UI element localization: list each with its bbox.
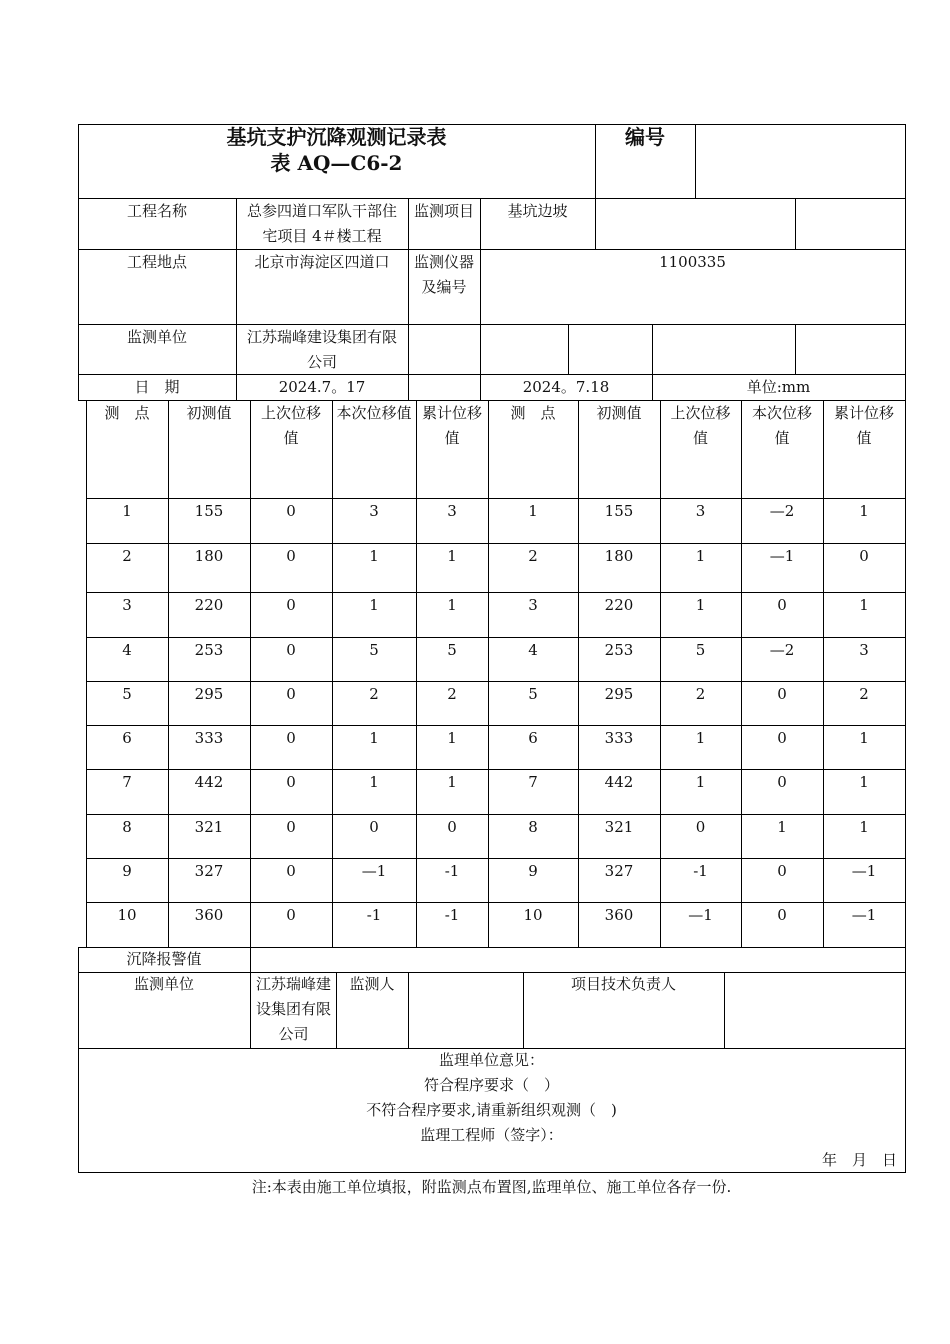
table-cell: 5 [528,685,538,703]
grid-line [86,592,906,593]
grid-line [905,947,906,1173]
table-cell: 8 [122,818,132,836]
table-cell: 0 [286,502,296,520]
table-cell: 0 [286,685,296,703]
column-header: 初测值 [186,404,232,422]
date-label: 日 期 [134,378,180,396]
table-cell: 8 [528,818,538,836]
grid-line [86,902,906,903]
table-cell: 220 [194,596,224,614]
column-header: 初测值 [596,404,642,422]
grid-line [568,324,569,375]
table-cell: -1 [444,906,460,924]
grid-line [905,400,906,948]
table-cell: 360 [604,906,634,924]
table-cell: 1 [695,547,706,565]
form-code: 表 AQ—C6-2 [270,151,403,175]
table-cell: 3 [695,502,706,520]
grid-line [86,814,906,815]
supervision-option-2: 不符合程序要求,请重新组织观测（ ) [366,1101,617,1119]
table-cell: 155 [194,502,224,520]
table-cell: 1 [369,729,379,747]
grid-line [250,947,251,1049]
table-cell: 10 [117,906,137,924]
tech-lead-label: 项目技术负责人 [570,975,676,993]
table-cell: —1 [361,862,387,880]
grid-line [741,400,742,948]
grid-line [78,198,906,199]
grid-line [78,972,906,973]
table-cell: 1 [369,596,379,614]
sign-unit-name: 江苏瑞峰建设集团有限公司 [256,975,332,1043]
grid-line [724,972,725,1049]
grid-line [78,324,906,325]
table-cell: 9 [122,862,132,880]
table-cell: 5 [447,641,457,659]
table-cell: 1 [447,547,457,565]
table-cell: 7 [122,773,132,791]
table-cell: 1 [777,818,787,836]
grid-line [78,124,79,401]
table-cell: 0 [286,862,296,880]
table-cell: 1 [695,773,706,791]
table-cell: 0 [369,818,379,836]
grid-line [78,1048,906,1049]
units-label: 单位:mm [746,378,811,396]
table-cell: 2 [859,685,869,703]
table-cell: 6 [122,729,132,747]
unit: 江苏瑞峰建设集团有限公司 [246,328,397,371]
grid-line [78,249,906,250]
table-cell: —1 [851,862,877,880]
supervision-date-line: 年 月 日 [821,1151,897,1169]
table-cell: 333 [194,729,224,747]
table-cell: 321 [194,818,224,836]
grid-line [86,681,906,682]
table-cell: 442 [194,773,224,791]
table-cell: 3 [369,502,379,520]
grid-line [823,400,824,948]
table-cell: 180 [194,547,224,565]
grid-line [595,124,596,250]
table-cell: 1 [447,729,457,747]
table-cell: 4 [528,641,538,659]
table-cell: 155 [604,502,634,520]
table-cell: 0 [286,547,296,565]
grid-line [416,400,417,948]
table-cell: 2 [369,685,379,703]
table-cell: 6 [528,729,538,747]
table-cell: 2 [447,685,457,703]
table-cell: 1 [695,729,706,747]
grid-line [695,124,696,199]
grid-line [523,972,524,1049]
grid-line [408,198,409,401]
grid-line [78,400,906,401]
grid-line [660,400,661,948]
table-cell: 1 [859,773,869,791]
table-cell: 1 [369,773,379,791]
grid-line [78,1172,906,1173]
grid-line [78,947,79,1173]
table-cell: 0 [695,818,706,836]
column-header: 本次位移值 [751,404,812,447]
date-2: 2024。7.18 [522,378,610,396]
form-title: 基坑支护沉降观测记录表 [226,125,447,149]
table-cell: 1 [859,818,869,836]
date-1: 2024.7。17 [278,378,366,396]
table-cell: 2 [528,547,538,565]
sign-unit-label: 监测单位 [133,975,194,993]
supervision-engineer: 监理工程师（签字）： [420,1126,563,1144]
number-label: 编号 [625,125,665,149]
table-cell: 0 [777,862,787,880]
monitor-item-label: 监测项目 [413,202,474,220]
table-cell: 1 [447,773,457,791]
table-cell: 360 [194,906,224,924]
table-cell: 327 [604,862,634,880]
table-cell: 3 [122,596,132,614]
location-label: 工程地点 [126,253,187,271]
table-cell: —1 [769,547,795,565]
table-cell: 220 [604,596,634,614]
supervision-option-1: 符合程序要求（ ） [423,1076,559,1094]
grid-line [86,400,87,948]
column-header: 上次位移值 [670,404,731,447]
table-cell: -1 [693,862,708,880]
table-cell: 0 [286,906,296,924]
column-header: 上次位移值 [260,404,321,447]
grid-line [78,947,906,948]
table-cell: 333 [604,729,634,747]
grid-line [332,400,333,948]
table-cell: 295 [194,685,224,703]
grid-line [480,198,481,401]
table-cell: 0 [286,729,296,747]
location: 北京市海淀区四道口 [254,253,390,271]
grid-line [652,324,653,401]
table-cell: 1 [695,596,706,614]
unit-label: 监测单位 [126,328,187,346]
table-cell: 10 [523,906,543,924]
grid-line [86,769,906,770]
supervision-opinion-label: 监理单位意见： [438,1051,544,1069]
table-cell: 0 [286,818,296,836]
table-cell: 9 [528,862,538,880]
table-cell: 0 [286,773,296,791]
grid-line [578,400,579,948]
table-cell: 321 [604,818,634,836]
table-cell: 1 [369,547,379,565]
table-cell: 0 [777,596,787,614]
grid-line [795,198,796,250]
grid-line [86,858,906,859]
table-cell: 180 [604,547,634,565]
monitor-person-label: 监测人 [349,975,395,993]
table-cell: 2 [695,685,706,703]
project-name: 总参四道口军队干部住宅项目 4＃楼工程 [246,202,397,245]
table-cell: 0 [447,818,457,836]
grid-line [86,637,906,638]
table-cell: 442 [604,773,634,791]
table-cell: 3 [528,596,538,614]
grid-line [86,543,906,544]
table-cell: 7 [528,773,538,791]
column-header: 测 点 [104,404,150,422]
grid-line [236,198,237,401]
grid-line [336,972,337,1049]
table-cell: 0 [777,773,787,791]
table-cell: 0 [286,596,296,614]
table-cell: 5 [122,685,132,703]
table-cell: 1 [447,596,457,614]
table-cell: 1 [122,502,132,520]
grid-line [905,124,906,401]
table-cell: 0 [286,641,296,659]
grid-line [488,400,489,948]
table-cell: 0 [777,685,787,703]
instrument: 1100335 [659,253,726,271]
table-cell: -1 [366,906,382,924]
table-cell: 1 [859,596,869,614]
grid-line [795,324,796,375]
grid-line [250,400,251,948]
table-cell: —2 [769,641,795,659]
table-cell: 1 [859,729,869,747]
table-cell: —1 [688,906,713,924]
table-cell: 5 [369,641,379,659]
grid-line [408,972,409,1049]
column-header: 累计位移值 [421,404,482,447]
table-cell: —1 [851,906,877,924]
table-cell: 0 [859,547,869,565]
instrument-label: 监测仪器及编号 [413,253,474,296]
project-name-label: 工程名称 [126,202,187,220]
table-cell: 0 [777,729,787,747]
grid-line [78,374,906,375]
table-cell: 2 [122,547,132,565]
table-cell: 3 [447,502,457,520]
column-header: 本次位移值 [336,404,412,422]
column-header: 测 点 [510,404,556,422]
alarm-label: 沉降报警值 [126,950,202,968]
table-cell: 253 [194,641,224,659]
table-cell: 1 [528,502,538,520]
table-cell: 295 [604,685,634,703]
grid-line [168,400,169,948]
grid-line [78,124,906,125]
grid-line [86,498,906,499]
table-cell: 253 [604,641,634,659]
grid-line [86,725,906,726]
table-cell: 327 [194,862,224,880]
table-cell: —2 [769,502,795,520]
table-cell: 4 [122,641,132,659]
column-header: 累计位移值 [833,404,894,447]
table-cell: 5 [695,641,706,659]
table-cell: 0 [777,906,787,924]
footnote: 注:本表由施工单位填报，附监测点布置图,监理单位、施工单位各存一份. [251,1178,732,1196]
table-cell: 3 [859,641,869,659]
table-cell: 1 [859,502,869,520]
table-cell: -1 [444,862,460,880]
monitor-item: 基坑边坡 [507,202,568,220]
